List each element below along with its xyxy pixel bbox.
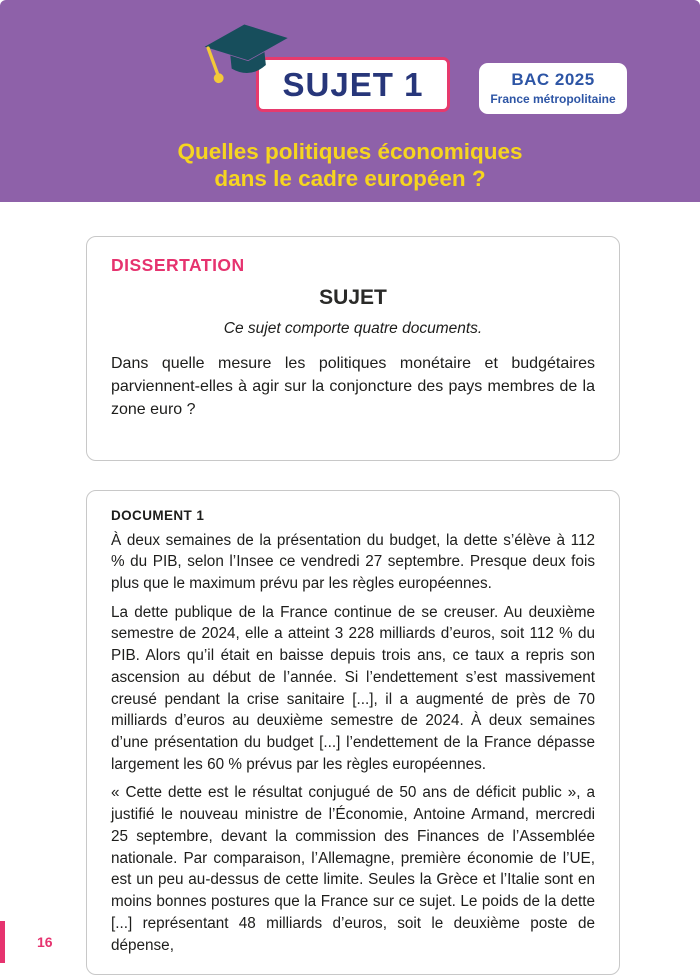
subject-badge-label: SUJET 1 (282, 65, 424, 103)
document-paragraph-1: À deux semaines de la présentation du budget, la dette s’élève à 112 % du PIB, selon l’Insee ce vendredi 27 septembre. Presque deux fois plus que le maximum prévu par les règles européennes. (111, 531, 595, 592)
exam-badge-year: BAC 2025 (511, 70, 595, 89)
graduation-cap-icon (199, 14, 297, 106)
subject-heading: SUJET (319, 286, 387, 309)
exam-badge-region: France métropolitaine (490, 92, 616, 106)
page-title-line2: dans le cadre européen ? (214, 166, 486, 192)
subject-note: Ce sujet comporte quatre documents. (223, 320, 483, 337)
page-number: 16 (37, 934, 53, 950)
dissertation-label: DISSERTATION (111, 255, 245, 275)
footer-accent-bar (0, 921, 5, 963)
exam-badge (479, 63, 627, 114)
page-header (0, 0, 700, 202)
document-paragraph-3: « Cette dette est le résultat conjugué de 50 ans de déficit public », a justifié le nouveau ministre de l’Économie, Antoine Armand, mercredi 25 septembre, devant la commission des Finances de l’Assemblée nationale. Par comparaison, l’Allemagne, première économie de l’UE, est un peu au-dessus de cette limite. Seules la Grèce et l’Italie sont en moins bonnes postures que la France sur ce sujet. Le poids de la dette [...] représentant 48 milliards d’euros, soit le deuxième poste de dépense, (111, 784, 595, 954)
document-label: DOCUMENT 1 (111, 507, 205, 523)
subject-question: Dans quelle mesure les politiques monétaire et budgétaires parviennent-elles à agir sur la conjoncture des pays membres de la zone euro ? (111, 355, 595, 419)
page-content (0, 202, 700, 975)
page-title-line1: Quelles politiques économiques (177, 139, 523, 164)
page-title (0, 138, 700, 193)
document-card (86, 490, 620, 976)
dissertation-card (86, 236, 620, 461)
document-paragraph-2: La dette publique de la France continue de se creuser. Au deuxième semestre de 2024, elle a atteint 3 228 milliards d’euros, soit 112 % du PIB. Alors qu’il était en baisse depuis trois ans, ce taux a repris son ascension au début de l’année. Si l’endettement s’est massivement creusé pendant la crise sanitaire [...], il a augmenté de près de 70 milliards d’euros au deuxième semestre de 2024. À deux semaines d’une présentation du budget [...] l’endettement de la France dépasse largement les 60 % prévus par les règles européennes. (111, 603, 595, 773)
